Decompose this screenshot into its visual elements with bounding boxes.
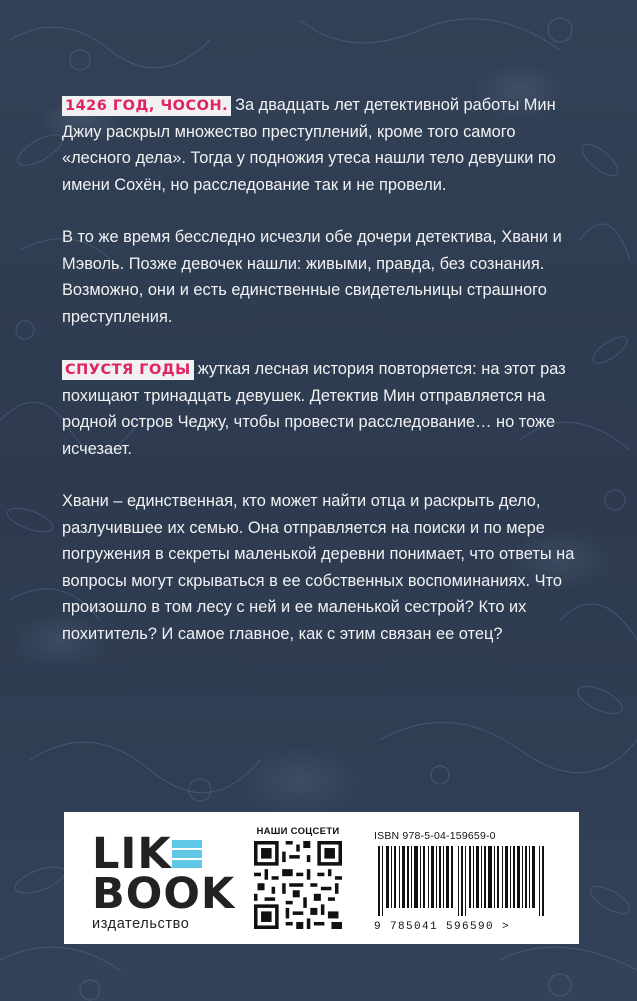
logo-line-1: LIK [92, 834, 232, 874]
synopsis-paragraph-4 [62, 488, 582, 647]
paragraph-text: За двадцать лет детективной работы Мин Джиу раскрыл множество преступлений, кроме того самого «лесного дела». Тогда у подножия утеса нашли тело девушки по имени Сохён, но расследование так и не провели. [62, 96, 556, 194]
social-title: НАШИ СОЦСЕТИ [256, 826, 340, 837]
likebook-logo [92, 829, 236, 932]
synopsis [62, 92, 582, 673]
lead-highlight-year: 1426 ГОД, ЧОСОН. [62, 96, 231, 116]
paragraph-text: Хвани – единственная, кто может найти отца и раскрыть дело, разлучившее их семью. Она отправляется на поиски и по мере погружения в секреты маленькой деревни понимает, что ответы на вопросы могут скрываться в ее собственных воспоминаниях. Что произошло в том лесу с ней и ее маленькой сестрой? Кто их похититель? И самое главное, как с этим связан ее отец? [62, 492, 575, 643]
synopsis-paragraph-1 [62, 92, 582, 198]
logo-e-bars [172, 838, 202, 870]
isbn-label: ISBN 978-5-04-159659-0 [374, 830, 496, 842]
barcode-end-mark: > [502, 921, 511, 933]
logo-subtitle: издательство [92, 916, 190, 932]
social-qr-block [250, 826, 346, 934]
paragraph-text: жуткая лесная история повторяется: на этот раз похищают тринадцать девушек. Детектив Мин отправляется на родной остров Чеджу, чтобы провести расследование… но тоже исчезает. [62, 360, 566, 458]
logo-line-2: BOOK [92, 869, 236, 919]
lead-highlight-years-later: СПУСТЯ ГОДЫ [62, 360, 194, 380]
synopsis-paragraph-3 [62, 356, 582, 462]
barcode-digits: 9 785041 596590 > [374, 921, 511, 933]
synopsis-paragraph-2 [62, 224, 582, 330]
barcode-icon [374, 846, 550, 916]
publisher-panel [64, 812, 579, 944]
paragraph-text: В то же время бесследно исчезли обе дочери детектива, Хвани и Мэволь. Позже девочек нашли: живыми, правда, без сознания. Возможно, они и есть единственные свидетельницы страшного преступления. [62, 228, 562, 326]
qr-code-icon[interactable] [254, 841, 342, 929]
isbn-block [374, 830, 559, 933]
